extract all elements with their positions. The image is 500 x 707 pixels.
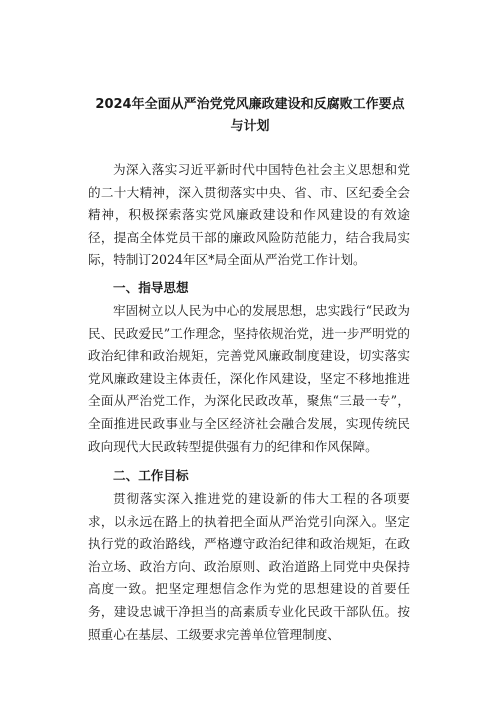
section-heading-work-goals: 二、工作目标 [113,468,189,483]
document-title-continued: 与计划 [230,119,270,134]
intro-paragraph: 为深入落实习近平新时代中国特色社会主义思想和党的二十大精神，深入贯彻落实中央、省、市、区纪委全会精神，积极探索落实党风廉政建设和作风建设的有效途径，提高全体党员干部的廉政风险防范能力，结合我局实际，特制订2024年区*局全面从严治党工作计划。 [88,162,410,268]
document-title: 2024年全面从严治党党风廉政建设和反腐败工作要点 [95,97,405,112]
section-body-guiding-ideology: 牢固树立以人民为中心的发展思想，忠实践行“民政为民、民政爱民”工作理念，坚持依规治党，进一步严明党的政治纪律和政治规矩，完善党风廉政制度建设，切实落实党风廉政建设主体责任，深化作风建设，坚定不移地推进全面从严治党工作，为深化民政改革，聚焦“三最一专”，全面推进民政事业与全区经济社会融合发展，实现传统民政向现代大民政转型提供强有力的纪律和作风保障。 [88,303,410,454]
section-heading-guiding-ideology: 一、指导思想 [113,280,189,295]
section-body-work-goals: 贯彻落实深入推进党的建设新的伟大工程的各项要求，以永远在路上的执着把全面从严治党引向深入。坚定执行党的政治路线，严格遵守政治纪律和政治规矩，在政治立场、政治方向、政治原则、政治道路上同党中央保持高度一致。把坚定理想信念作为党的思想建设的首要任务，建设忠诚干净担当的高素质专业化民政干部队伍。按照重心在基层、工级要求完善单位管理制度、 [88,491,410,642]
